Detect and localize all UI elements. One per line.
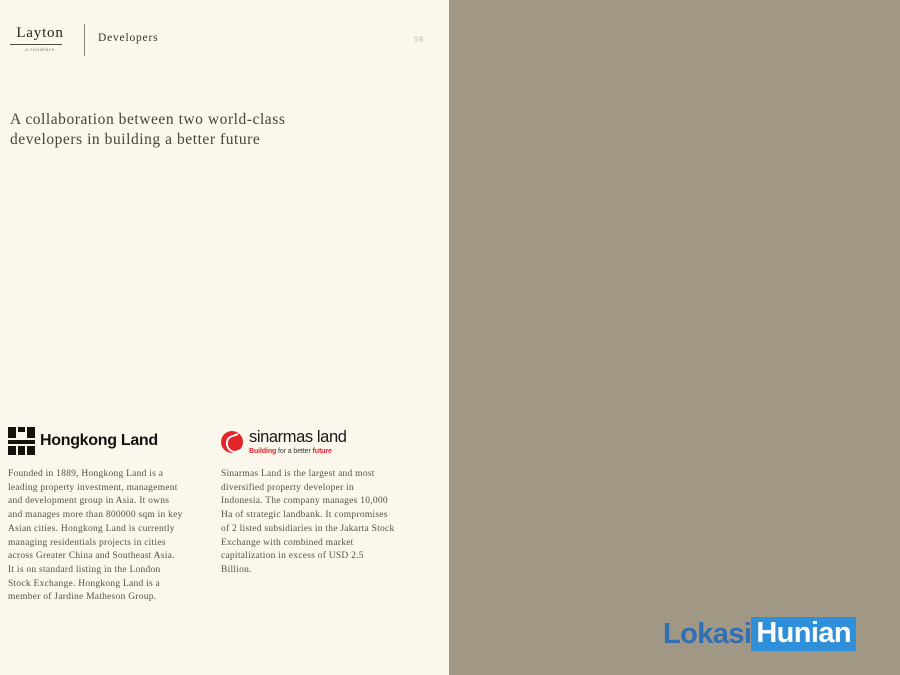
tagline-plain: for a better <box>276 448 313 455</box>
hongkong-land-logo <box>8 427 158 455</box>
tagline-bold-2: future <box>312 448 332 455</box>
section-title: Developers <box>98 32 159 44</box>
header-divider <box>84 24 85 56</box>
page-header <box>10 26 429 66</box>
sinarmas-land-logo <box>221 429 347 456</box>
hongkong-land-mark-icon <box>8 427 35 455</box>
right-page <box>449 0 900 675</box>
developer-columns <box>8 415 438 605</box>
brand-subtitle: a residence <box>25 48 55 53</box>
developer-column-sinarmas-land <box>221 415 421 605</box>
left-page <box>0 0 449 675</box>
watermark-part-1: Lokasi <box>663 617 752 650</box>
watermark <box>663 617 856 651</box>
watermark-part-2: Hunian <box>751 617 856 651</box>
tagline-bold-1: Building <box>249 448 277 455</box>
hongkong-land-logo-box <box>8 415 208 455</box>
brand-logo <box>10 26 70 53</box>
sinarmas-land-description: Sinarmas Land is the largest and most diversified property developer in Indonesia. The company manages 10,000 Ha of strategic landbank. It compromises of 2 listed subsidiaries in the Jakarta Stock Exchange with combined market capitalization in excess of USD 2.5 Billion. <box>221 469 395 575</box>
sinarmas-land-name: sinarmas land <box>249 427 347 446</box>
brand-rule <box>10 44 62 45</box>
sinarmas-land-mark-icon <box>221 431 243 453</box>
page-headline: A collaboration between two world-class developers in building a better future <box>10 111 286 148</box>
brand-name: Layton <box>16 25 64 41</box>
sinarmas-land-wordmark <box>249 429 347 456</box>
hongkong-land-wordmark: Hongkong Land <box>40 432 158 449</box>
developer-column-hongkong-land <box>8 415 208 605</box>
hongkong-land-description: Founded in 1889, Hongkong Land is a leading property investment, management and development group in Asia. It owns and manages more than 800000 sqm in key Asian cities. Hongkong Land is currently managing residentials projects in cities across Greater China and Southeast Asia. It is on standard listing in the London Stock Exchange. Hongkong Land is a member of Jardine Matheson Group. <box>8 469 183 603</box>
sinarmas-land-logo-box <box>221 415 421 455</box>
sinarmas-land-tagline <box>249 448 347 455</box>
page-number: 59 <box>414 35 424 44</box>
